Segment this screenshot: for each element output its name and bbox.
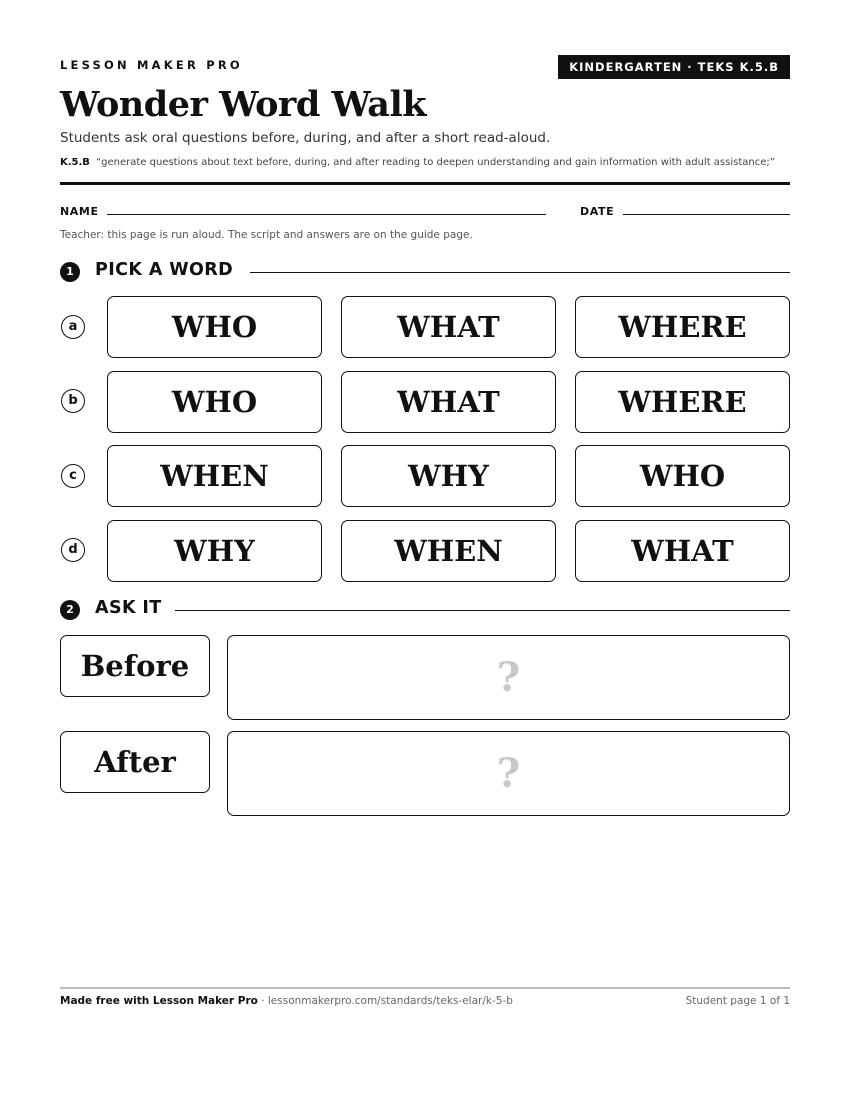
ask-answer-box-before[interactable] <box>227 635 790 720</box>
standard-code: K.5.B <box>60 157 90 168</box>
word-card[interactable]: WHY <box>341 445 556 507</box>
section-1-title: PICK A WORD <box>95 260 234 280</box>
word-card[interactable]: WHAT <box>341 296 556 358</box>
word-card[interactable]: WHERE <box>575 296 790 358</box>
section-1-number: 1 <box>60 262 80 282</box>
word-card[interactable]: WHEN <box>107 445 322 507</box>
footer-divider <box>60 987 790 989</box>
row-letter-a: a <box>61 315 85 339</box>
name-label: NAME <box>60 205 99 218</box>
footer-url[interactable]: lessonmakerpro.com/standards/teks-elar/k-5-b <box>267 995 513 1007</box>
question-mark-icon: ? <box>496 750 521 797</box>
ask-answer-box-after[interactable] <box>227 731 790 816</box>
standard-text: “generate questions about text before, during, and after reading to deepen understanding and gain information with adult assistance;” <box>95 157 775 168</box>
page-title: Wonder Word Walk <box>60 84 426 125</box>
date-field[interactable] <box>623 214 790 215</box>
row-letter-b: b <box>61 389 85 413</box>
section-1-rule <box>250 272 790 273</box>
row-letter-d: d <box>61 538 85 562</box>
word-card[interactable]: WHO <box>575 445 790 507</box>
footer-page-number: Student page 1 of 1 <box>685 995 790 1007</box>
date-label: DATE <box>580 205 615 218</box>
word-card[interactable]: WHAT <box>341 371 556 433</box>
footer-separator: · <box>257 995 268 1007</box>
name-field[interactable] <box>107 214 546 215</box>
word-card[interactable]: WHY <box>107 520 322 582</box>
teacher-note: Teacher: this page is run aloud. The script and answers are on the guide page. <box>60 229 473 241</box>
row-letter-c: c <box>61 464 85 488</box>
section-2-rule <box>175 610 790 611</box>
word-card[interactable]: WHO <box>107 371 322 433</box>
word-card[interactable]: WHEN <box>341 520 556 582</box>
word-card[interactable]: WHO <box>107 296 322 358</box>
page-subtitle: Students ask oral questions before, during, and after a short read-aloud. <box>60 130 551 146</box>
ask-label-before: Before <box>60 635 210 697</box>
word-card[interactable]: WHERE <box>575 371 790 433</box>
ask-label-after: After <box>60 731 210 793</box>
section-2-number: 2 <box>60 600 80 620</box>
section-2-title: ASK IT <box>95 598 162 618</box>
question-mark-icon: ? <box>496 654 521 701</box>
header-divider <box>60 182 790 185</box>
standard-line <box>60 157 775 168</box>
footer-made-with: Made free with Lesson Maker Pro <box>60 995 258 1007</box>
word-card[interactable]: WHAT <box>575 520 790 582</box>
grade-badge: KINDERGARTEN · TEKS K.5.B <box>558 55 790 79</box>
brand-name: LESSON MAKER PRO <box>60 58 243 72</box>
footer-credit <box>60 995 513 1007</box>
